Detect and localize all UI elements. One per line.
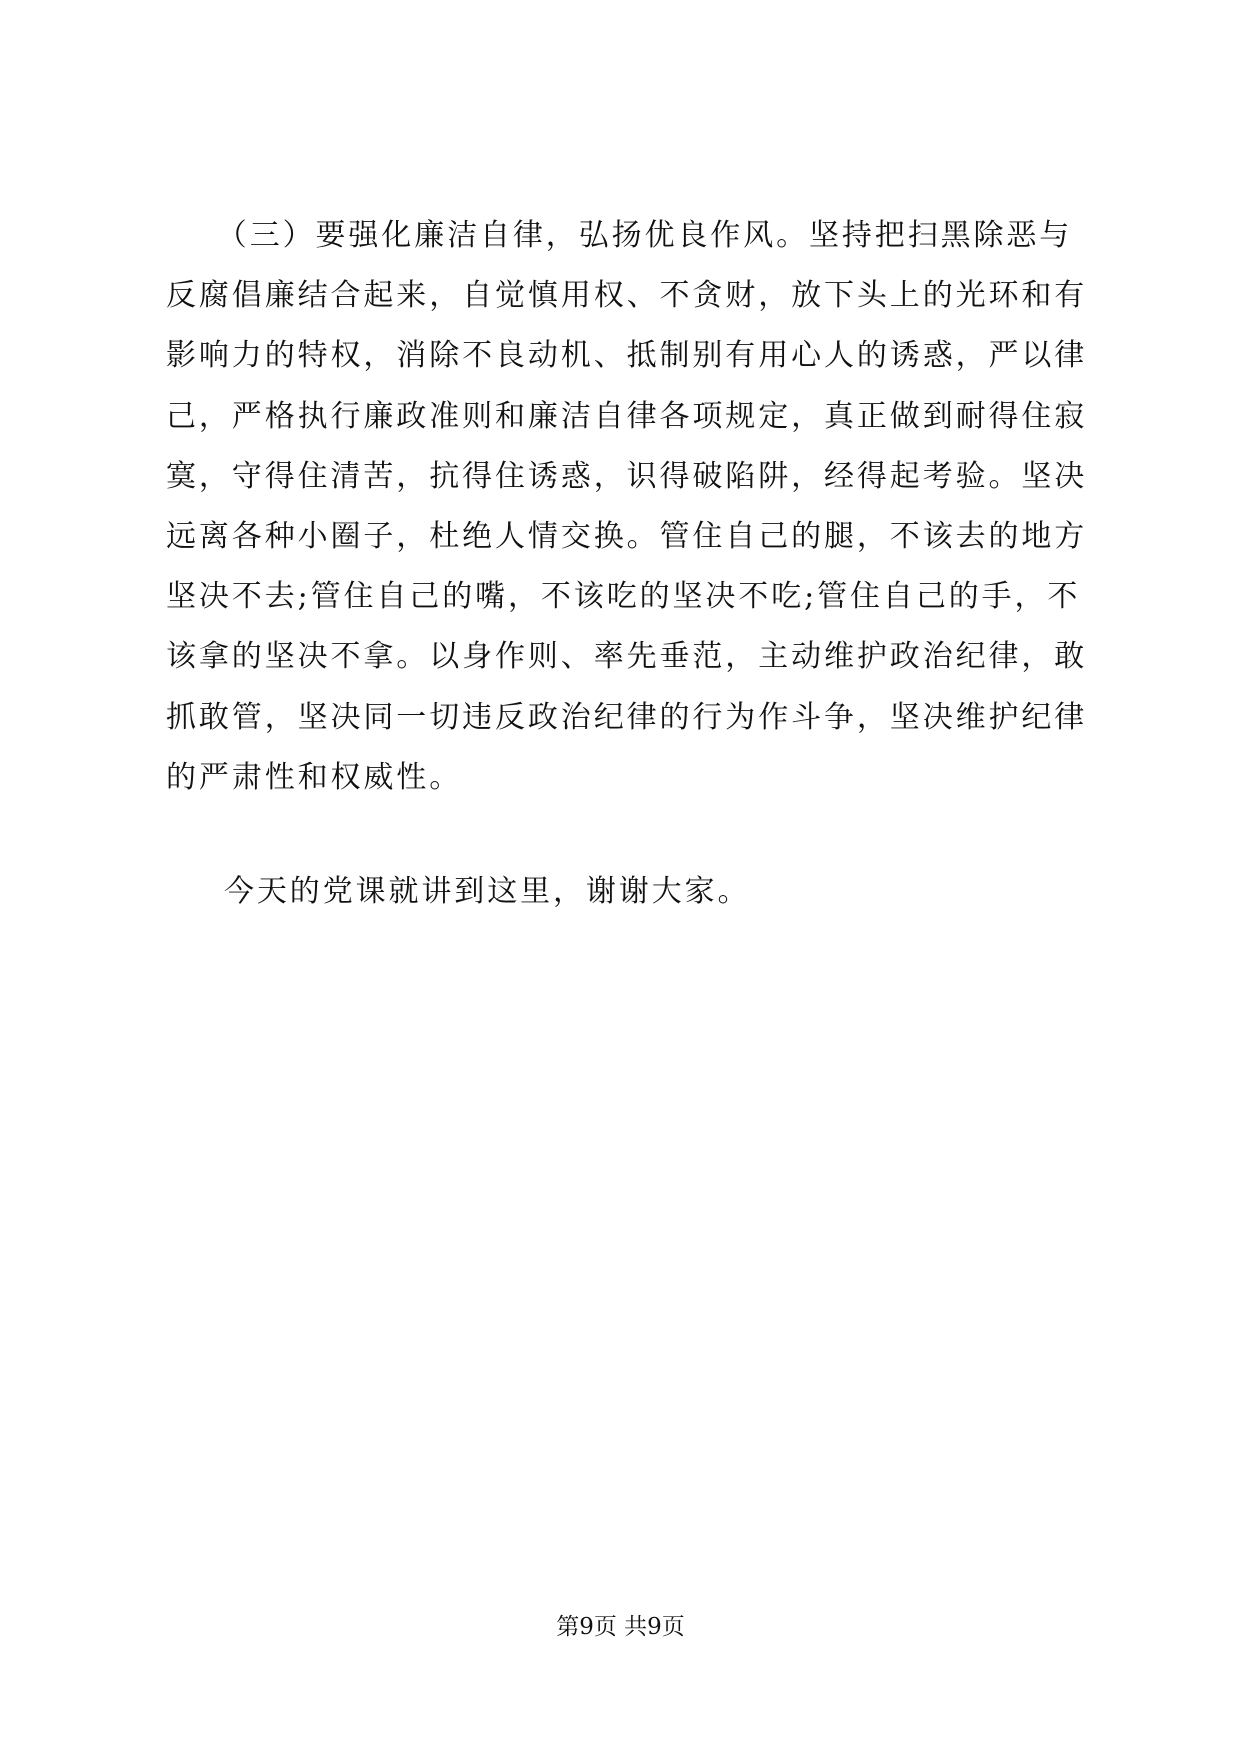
paragraph-line: 反腐倡廉结合起来，自觉慎用权、不贪财，放下头上的光环和有 bbox=[166, 278, 1088, 314]
closing-remark: 今天的党课就讲到这里，谢谢大家。 bbox=[224, 874, 751, 909]
paragraph-line: 抓敢管，坚决同一切违反政治纪律的行为作斗争，坚决维护纪律 bbox=[166, 699, 1088, 735]
paragraph-line: 的严肃性和权威性。 bbox=[166, 759, 463, 795]
paragraph-integrity-self-discipline bbox=[166, 206, 1086, 808]
paragraph-line: （三）要强化廉洁自律，弘扬优良作风。坚持把扫黑除恶与 bbox=[166, 218, 1073, 253]
paragraph-line: 己，严格执行廉政准则和廉洁自律各项规定，真正做到耐得住寂 bbox=[166, 398, 1088, 434]
page-number-footer: 第9页 共9页 bbox=[556, 1614, 685, 1640]
paragraph-line: 该拿的坚决不拿。以身作则、率先垂范，主动维护政治纪律，敢 bbox=[166, 639, 1088, 675]
paragraph-line: 坚决不去;管住自己的嘴，不该吃的坚决不吃;管住自己的手，不 bbox=[166, 579, 1081, 615]
paragraph-line: 影响力的特权，消除不良动机、抵制别有用心人的诱惑，严以律 bbox=[166, 338, 1088, 374]
paragraph-line: 远离各种小圈子，杜绝人情交换。管住自己的腿，不该去的地方 bbox=[166, 518, 1088, 554]
paragraph-line: 寞，守得住清苦，抗得住诱惑，识得破陷阱，经得起考验。坚决 bbox=[166, 458, 1088, 494]
